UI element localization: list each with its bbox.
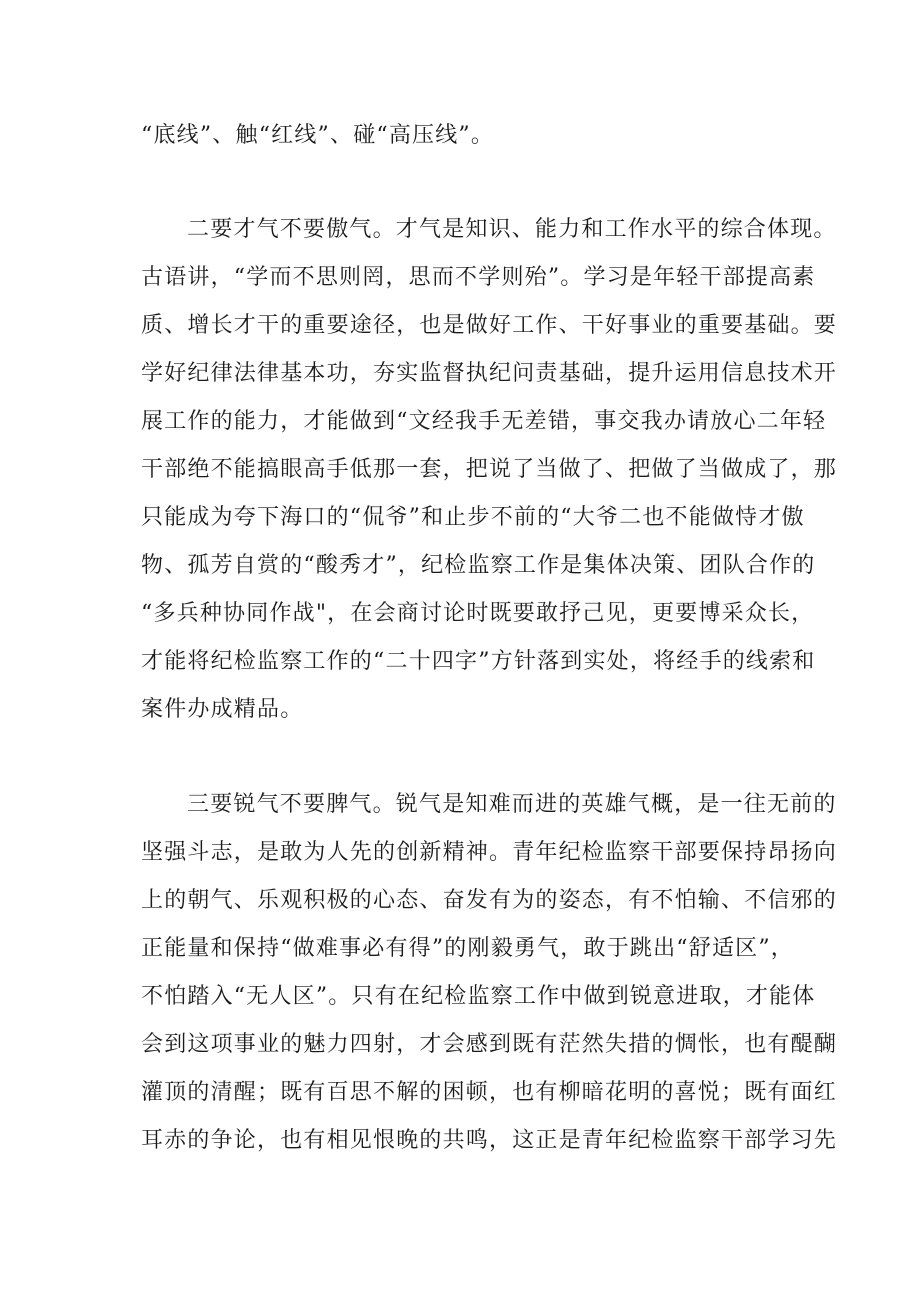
- text-line: 坚强斗志，是敢为人先的创新精神。青年纪检监察干部要保持昂扬向: [141, 840, 838, 865]
- text-line: 物、孤芳自赏的“酸秀才”，纪检监察工作是集体决策、团队合作的: [141, 553, 816, 578]
- text-line: 灌顶的清醒；既有百思不解的困顿，也有柳暗花明的喜悦；既有面红: [141, 1080, 838, 1105]
- text-line: 古语讲，“学而不思则罔，思而不学则殆”。学习是年轻干部提高素: [141, 265, 816, 290]
- text-line: 才能将纪检监察工作的“二十四字”方针落到实处，将经手的线索和: [141, 649, 816, 674]
- text-line: 案件办成精品。: [141, 697, 304, 722]
- text-line: 干部绝不能搞眼高手低那一套，把说了当做了、把做了当做成了，那: [141, 457, 838, 482]
- text-line: 二要才气不要傲气。才气是知识、能力和工作水平的综合体现。: [187, 217, 837, 242]
- text-line: 会到这项事业的魅力四射，才会感到既有茫然失措的惆怅，也有醍醐: [141, 1032, 838, 1057]
- text-line: “多兵种协同作战"，在会商讨论时既要敢抒己见，更要博采众长，: [141, 601, 815, 626]
- text-line: 上的朝气、乐观积极的心态、奋发有为的姿态，有不怕输、不信邪的: [141, 888, 838, 913]
- text-line: “底线”、触“红线”、碰“高压线”。: [141, 123, 495, 148]
- text-line: 正能量和保持“做难事必有得”的刚毅勇气，敢于跳出“舒适区”，: [141, 936, 794, 961]
- text-line: 不怕踏入“无人区”。只有在纪检监察工作中做到锐意进取，才能体: [141, 984, 816, 1009]
- text-line: 三要锐气不要脾气。锐气是知难而进的英雄气概，是一往无前的: [187, 792, 837, 817]
- text-line: 学好纪律法律基本功，夯实监督执纪问责基础，提升运用信息技术开: [141, 361, 838, 386]
- text-line: 展工作的能力，才能做到“文经我手无差错，事交我办请放心二年轻: [141, 409, 827, 434]
- text-line: 质、增长才干的重要途径，也是做好工作、干好事业的重要基础。要: [141, 313, 838, 338]
- text-line: 耳赤的争论，也有相见恨晚的共鸣，这正是青年纪检监察干部学习先: [141, 1128, 838, 1153]
- text-line: 只能成为夸下海口的“侃爷”和止步不前的“大爷二也不能做恃才傲: [141, 505, 805, 530]
